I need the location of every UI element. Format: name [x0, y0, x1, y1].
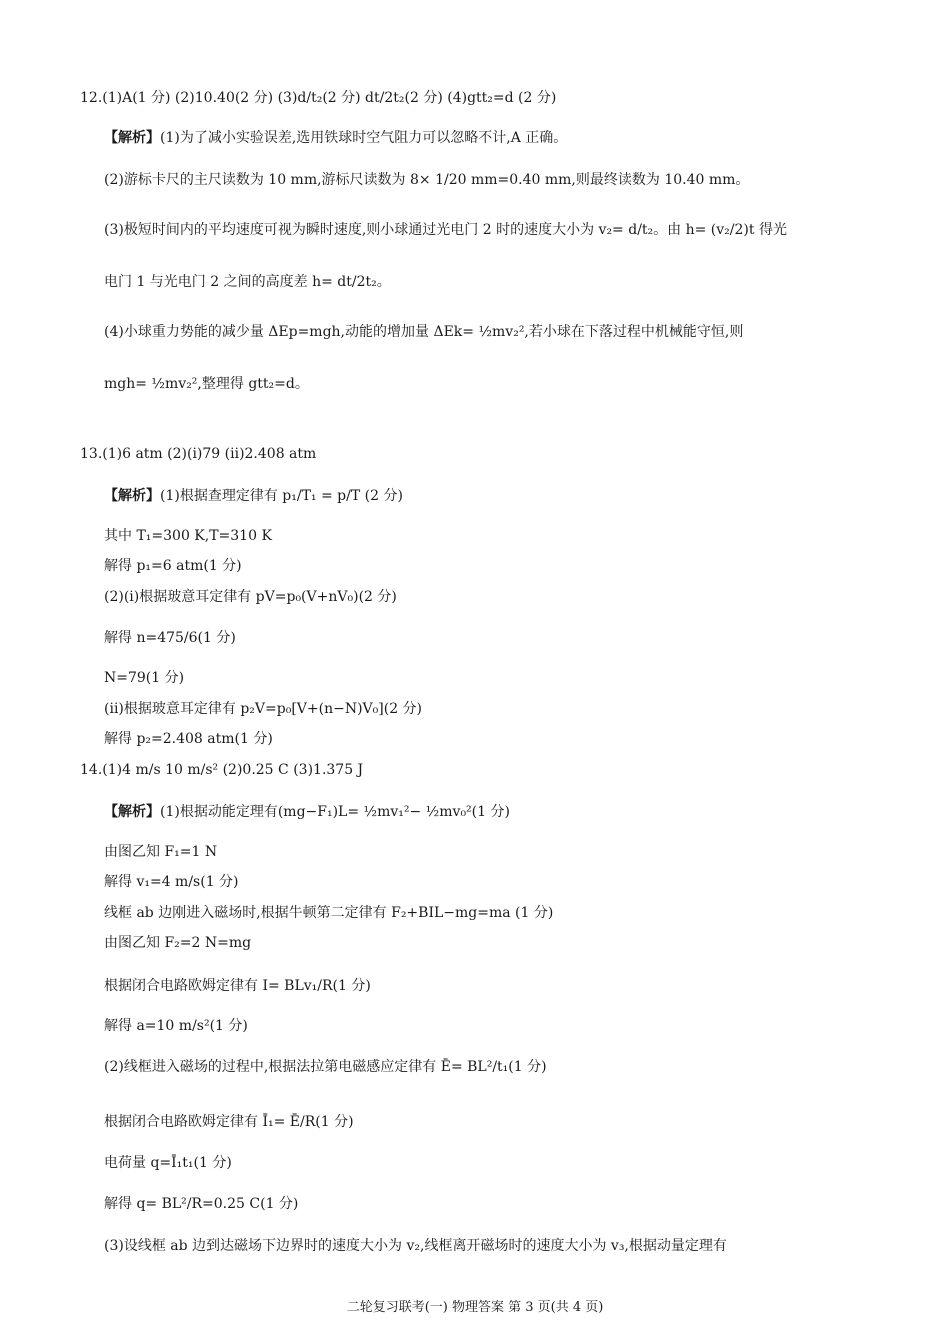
q13-analysis-4: (2)(ⅰ)根据玻意耳定律有 pV=p₀(V+nV₀)(2 分) [104, 589, 397, 605]
q13-analysis-8: 解得 p₂=2.408 atm(1 分) [104, 731, 273, 747]
q14-analysis-2: 由图乙知 F₁=1 N [104, 844, 218, 860]
q12-analysis-5: (4)小球重力势能的减少量 ΔEp=mgh,动能的增加量 ΔEk= ½mv₂²,若小球在下落过程中机械能守恒,则 [104, 324, 744, 340]
q12-answer: 12.(1)A(1 分) (2)10.40(2 分) (3)d/t₂(2 分) dt/2t₂(2 分) (4)gtt₂=d (2 分) [80, 90, 557, 106]
q13-analysis-6: N=79(1 分) [104, 670, 185, 686]
q14-answer: 14.(1)4 m/s 10 m/s² (2)0.25 C (3)1.375 J [80, 762, 364, 778]
q13-answer: 13.(1)6 atm (2)(ⅰ)79 (ⅱ)2.408 atm [80, 446, 317, 462]
q13-analysis-3: 解得 p₁=6 atm(1 分) [104, 558, 242, 574]
analysis-tag: 【解析】 [104, 488, 160, 504]
analysis-tag: 【解析】 [104, 804, 160, 820]
q12-analysis-4: 电门 1 与光电门 2 之间的高度差 h= dt/2t₂。 [104, 274, 391, 290]
q13-analysis-5: 解得 n=475/6(1 分) [104, 630, 236, 646]
q14-analysis-8: (2)线框进入磁场的过程中,根据法拉第电磁感应定律有 Ē= BL²/t₁(1 分) [104, 1059, 547, 1075]
q14-analysis-11: 解得 q= BL²/R=0.25 C(1 分) [104, 1196, 299, 1212]
q12-analysis-1 [104, 128, 567, 148]
q14-analysis-5: 由图乙知 F₂=2 N=mg [104, 935, 252, 951]
page-footer: 二轮复习联考(一) 物理答案 第 3 页(共 4 页) [346, 1300, 604, 1315]
q14-analysis-6: 根据闭合电路欧姆定律有 I= BLv₁/R(1 分) [104, 978, 371, 994]
q14-analysis-7: 解得 a=10 m/s²(1 分) [104, 1018, 248, 1034]
q12-l1-text: (1)为了减小实验误差,选用铁球时空气阻力可以忽略不计,A 正确。 [160, 130, 568, 146]
q13-analysis-7: (ⅱ)根据玻意耳定律有 p₂V=p₀[V+(n−N)V₀](2 分) [104, 701, 423, 717]
q13-analysis-2: 其中 T₁=300 K,T=310 K [104, 528, 272, 544]
q14-analysis-1 [104, 802, 510, 822]
q12-analysis-2: (2)游标卡尺的主尺读数为 10 mm,游标尺读数为 8× 1/20 mm=0.40 mm,则最终读数为 10.40 mm。 [104, 172, 750, 188]
q14-analysis-9: 根据闭合电路欧姆定律有 Ī₁= Ē/R(1 分) [104, 1114, 354, 1130]
q14-l1-text: (1)根据动能定理有(mg−F₁)L= ½mv₁²− ½mv₀²(1 分) [160, 804, 510, 820]
q13-l1-text: (1)根据查理定律有 p₁/T₁ = p/T (2 分) [160, 488, 403, 504]
q14-analysis-3: 解得 v₁=4 m/s(1 分) [104, 874, 239, 890]
q14-analysis-12: (3)设线框 ab 边到达磁场下边界时的速度大小为 v₂,线框离开磁场时的速度大小为 v₃,根据动量定理有 [104, 1238, 727, 1254]
q12-analysis-6: mgh= ½mv₂²,整理得 gtt₂=d。 [104, 376, 309, 392]
q13-analysis-1 [104, 486, 403, 506]
q12-analysis-3: (3)极短时间内的平均速度可视为瞬时速度,则小球通过光电门 2 时的速度大小为 v₂= d/t₂。由 h= (v₂/2)t 得光 [104, 222, 787, 238]
q14-analysis-4: 线框 ab 边刚进入磁场时,根据牛顿第二定律有 F₂+BIL−mg=ma (1 分) [104, 905, 554, 921]
q14-analysis-10: 电荷量 q=Ī₁t₁(1 分) [104, 1155, 232, 1171]
analysis-tag: 【解析】 [104, 130, 160, 146]
